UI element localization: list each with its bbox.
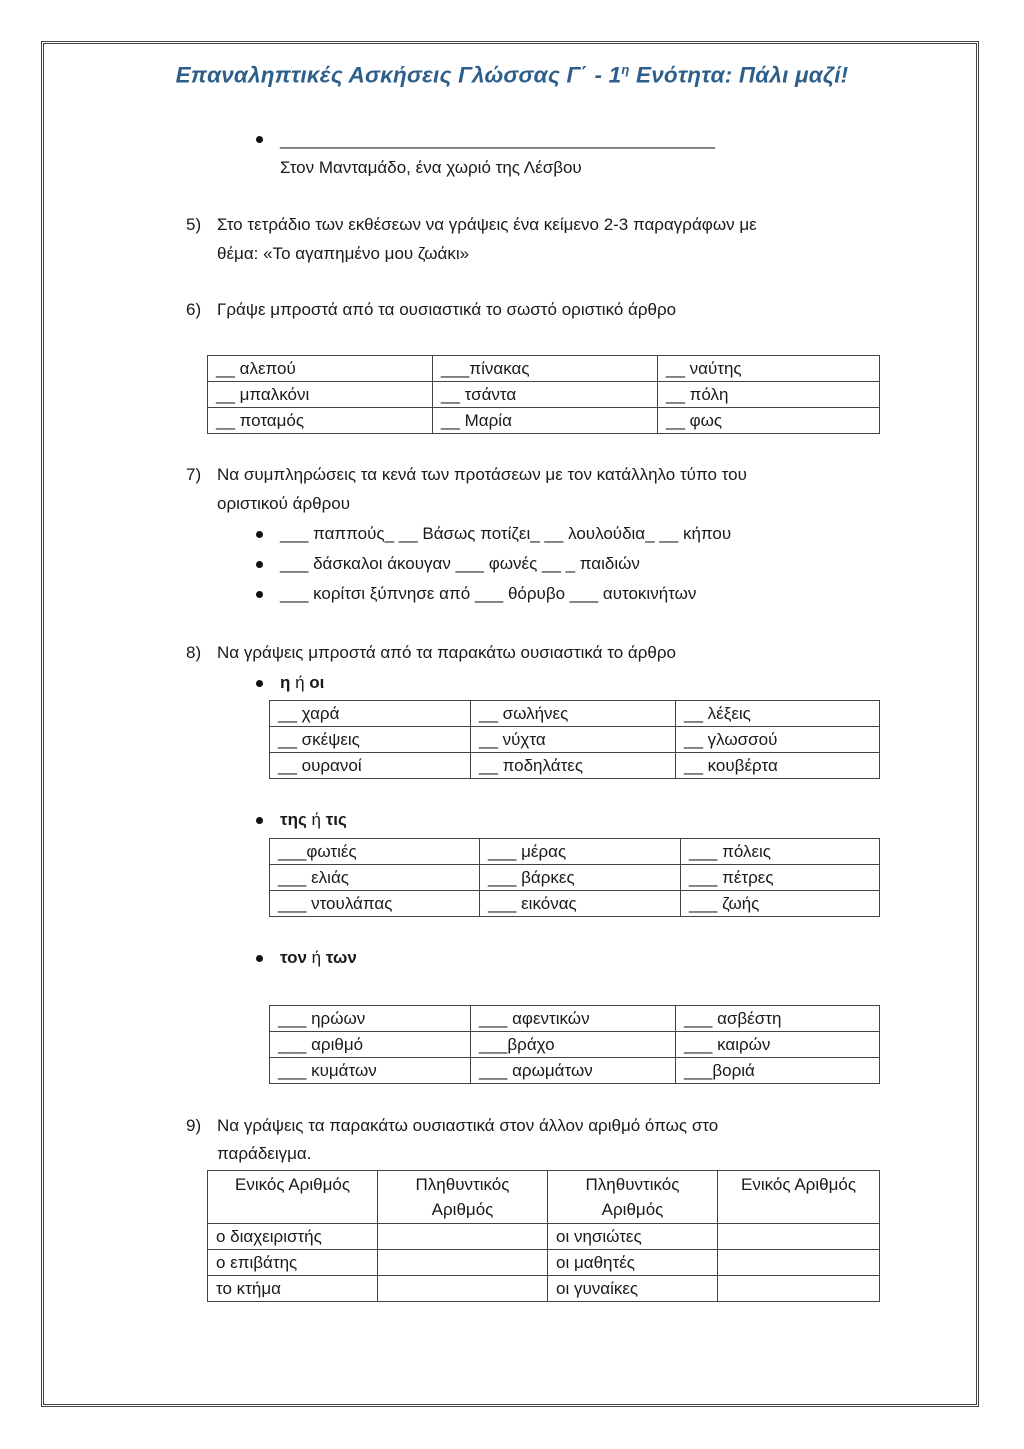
- table-row: [208, 382, 880, 408]
- table-row: [208, 1224, 880, 1250]
- table-cell[interactable]: __ φως: [658, 408, 880, 434]
- table-cell[interactable]: ___ μέρας: [480, 839, 681, 865]
- table-cell[interactable]: ___ καιρών: [676, 1032, 880, 1058]
- exercise-5-text-line2: θέμα: «Το αγαπημένο μου ζωάκι»: [217, 244, 470, 263]
- table-row: [208, 1250, 880, 1276]
- table-cell[interactable]: ___βοριά: [676, 1058, 880, 1084]
- bullet: [256, 531, 263, 538]
- exercise-8-table-tis: [269, 838, 880, 917]
- table-cell: το κτήμα: [208, 1276, 378, 1302]
- bullet: [256, 136, 263, 143]
- table-cell: οι νησιώτες: [548, 1224, 718, 1250]
- table-row: [270, 753, 880, 779]
- table-cell[interactable]: ___ πέτρες: [681, 865, 880, 891]
- answer-cell[interactable]: [718, 1250, 880, 1276]
- table-cell[interactable]: ___ εικόνας: [480, 891, 681, 917]
- exercise-8-text: Να γράψεις μπροστά από τα παρακάτω ουσιαστικά το άρθρο: [217, 643, 676, 662]
- group-label-ton-ton: τον ή των: [280, 948, 357, 967]
- table-cell: οι γυναίκες: [548, 1276, 718, 1302]
- exercise-5-text-line1: Στο τετράδιο των εκθέσεων να γράψεις ένα κείμενο 2-3 παραγράφων με: [217, 215, 757, 234]
- table-cell[interactable]: __ ποταμός: [208, 408, 433, 434]
- column-header: Πληθυντικός Αριθμός: [548, 1171, 718, 1224]
- page-title: Επαναληπτικές Ασκήσεις Γλώσσας $\Gamma΄ - 1^\eta$ Ενότητα: Πάλι μαζί!: [175, 62, 849, 88]
- table-cell[interactable]: __ μπαλκόνι: [208, 382, 433, 408]
- exercise-6-text: Γράψε μπροστά από τα ουσιαστικά το σωστό οριστικό άρθρο: [217, 300, 677, 319]
- answer-cell[interactable]: [378, 1250, 548, 1276]
- table-row: [208, 408, 880, 434]
- bullet: [256, 591, 263, 598]
- answer-text: Στον Μανταμάδο, ένα χωριό της Λέσβου: [280, 158, 582, 177]
- table-cell[interactable]: ___πίνακας: [433, 356, 658, 382]
- table-cell[interactable]: ___ ντουλάπας: [270, 891, 480, 917]
- exercise-6-table: [207, 355, 880, 434]
- bullet: [256, 817, 263, 824]
- table-cell[interactable]: __ αλεπού: [208, 356, 433, 382]
- table-cell[interactable]: __ πόλη: [658, 382, 880, 408]
- table-cell[interactable]: __ κουβέρτα: [676, 753, 880, 779]
- exercise-7-sentence-3: ___ κορίτσι ξύπνησε από ___ θόρυβο ___ αυτοκινήτων: [280, 584, 697, 603]
- group-label-h-oi: η ή οι: [280, 673, 325, 692]
- table-cell[interactable]: ___ πόλεις: [681, 839, 880, 865]
- table-cell[interactable]: __ χαρά: [270, 701, 471, 727]
- table-cell: ο διαχειριστής: [208, 1224, 378, 1250]
- table-cell[interactable]: ___ ηρώων: [270, 1006, 471, 1032]
- table-cell[interactable]: ___ ελιάς: [270, 865, 480, 891]
- table-cell[interactable]: __ σκέψεις: [270, 727, 471, 753]
- table-row: [270, 727, 880, 753]
- table-row: [270, 701, 880, 727]
- table-row: [208, 356, 880, 382]
- table-cell[interactable]: __ σωλήνες: [471, 701, 676, 727]
- exercise-9-text-line1: Να γράψεις τα παρακάτω ουσιαστικά στον άλλον αριθμό όπως στο: [217, 1116, 719, 1135]
- bullet: [256, 955, 263, 962]
- column-header: Πληθυντικός Αριθμός: [378, 1171, 548, 1224]
- table-cell[interactable]: __ ποδηλάτες: [471, 753, 676, 779]
- table-row: [270, 1058, 880, 1084]
- exercise-8-table-h-oi: [269, 700, 880, 779]
- table-cell[interactable]: ___ αριθμό: [270, 1032, 471, 1058]
- answer-cell[interactable]: [718, 1276, 880, 1302]
- exercise-8-table-ton: [269, 1005, 880, 1084]
- group-label-tis-tis: της ή τις: [280, 810, 347, 829]
- table-cell[interactable]: ___ αρωμάτων: [471, 1058, 676, 1084]
- table-cell: οι μαθητές: [548, 1250, 718, 1276]
- bullet: [256, 680, 263, 687]
- exercise-7-text-line1: Να συμπληρώσεις τα κενά των προτάσεων με τον κατάλληλο τύπο του: [217, 465, 747, 484]
- answer-cell[interactable]: [378, 1276, 548, 1302]
- table-cell[interactable]: __ νύχτα: [471, 727, 676, 753]
- table-cell[interactable]: ___ ζωής: [681, 891, 880, 917]
- table-header-row: [208, 1171, 880, 1224]
- table-cell: ο επιβάτης: [208, 1250, 378, 1276]
- exercise-7-text-line2: οριστικού άρθρου: [217, 494, 351, 513]
- exercise-8-number: 8): [186, 643, 202, 662]
- table-cell[interactable]: __ Μαρία: [433, 408, 658, 434]
- table-cell[interactable]: ___ ασβέστη: [676, 1006, 880, 1032]
- table-row: [208, 1276, 880, 1302]
- table-cell[interactable]: __ τσάντα: [433, 382, 658, 408]
- table-cell[interactable]: __ ναύτης: [658, 356, 880, 382]
- answer-cell[interactable]: [718, 1224, 880, 1250]
- column-header: Ενικός Αριθμός: [718, 1171, 880, 1224]
- table-cell[interactable]: ___βράχο: [471, 1032, 676, 1058]
- exercise-9-text-line2: παράδειγμα.: [217, 1144, 312, 1163]
- exercise-7-sentence-2: ___ δάσκαλοι άκουγαν ___ φωνές __ _ παιδιών: [280, 554, 640, 573]
- table-cell[interactable]: __ γλωσσού: [676, 727, 880, 753]
- table-row: [270, 1006, 880, 1032]
- exercise-9-table: [207, 1170, 880, 1302]
- table-cell[interactable]: ___ αφεντικών: [471, 1006, 676, 1032]
- answer-cell[interactable]: [378, 1224, 548, 1250]
- exercise-7-number: 7): [186, 465, 202, 484]
- answer-blank-line: ______________________________________________: [280, 130, 715, 149]
- table-cell[interactable]: ___ κυμάτων: [270, 1058, 471, 1084]
- bullet: [256, 561, 263, 568]
- table-cell[interactable]: __ λέξεις: [676, 701, 880, 727]
- exercise-5-number: 5): [186, 215, 202, 234]
- table-row: [270, 1032, 880, 1058]
- table-row: [270, 865, 880, 891]
- exercise-9-number: 9): [186, 1116, 202, 1135]
- column-header: Ενικός Αριθμός: [208, 1171, 378, 1224]
- table-cell[interactable]: ___ βάρκες: [480, 865, 681, 891]
- table-row: [270, 839, 880, 865]
- exercise-7-sentence-1: ___ παππούς_ __ Βάσως ποτίζει_ __ λουλούδια_ __ κήπου: [280, 524, 732, 543]
- table-row: [270, 891, 880, 917]
- table-cell[interactable]: __ ουρανοί: [270, 753, 471, 779]
- exercise-6-number: 6): [186, 300, 202, 319]
- table-cell[interactable]: ___φωτιές: [270, 839, 480, 865]
